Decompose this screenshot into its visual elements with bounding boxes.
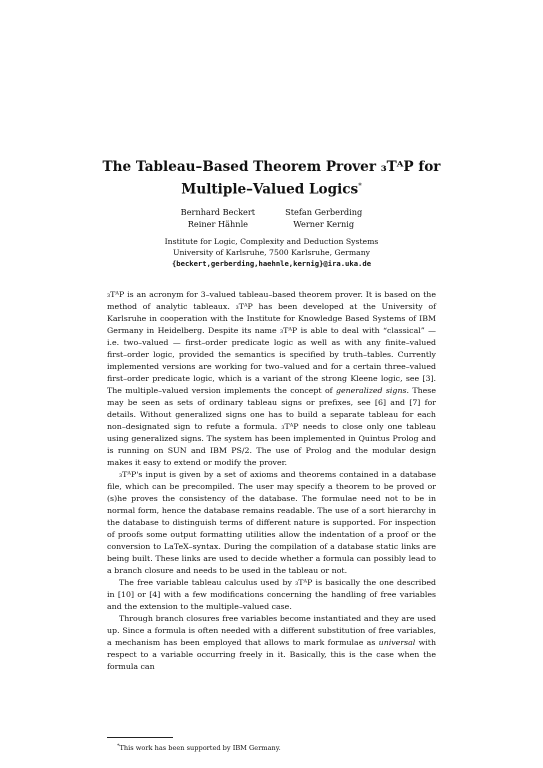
paragraph-text: . These may be seen as sets of ordinary tableau signs or prefixes, see [6] and [7] for details. Without generalized signs one has to build a separate tableau for each non–designated sign to refute a formula. ₃TᴬP needs to close only one tableau using generalized signs. The system has been implemented in Quintus Prolog and is running on SUN and IBM PS/2. The use of Prolog and the modular design makes it easy to extend or modify the prover. <box>107 386 436 467</box>
body-text <box>107 289 436 673</box>
author-column-left <box>181 206 255 230</box>
affiliation-email: {beckert,gerberding,haehnle,kernig}@ira.uka.de <box>171 259 372 268</box>
author-name: Bernhard Beckert <box>180 207 256 217</box>
author-list <box>0 206 543 230</box>
emphasized-term: generalized signs <box>335 386 407 395</box>
author-column-right <box>285 206 362 230</box>
author-name: Stefan Gerberding <box>285 207 363 217</box>
footnote-text: This work has been supported by IBM Germany. <box>119 744 281 753</box>
body-paragraph <box>107 289 436 469</box>
paragraph-text: ₃TᴬP's input is given by a set of axioms and theorems contained in a database file, which can be precompiled. The user may specify a theorem to be proved or (s)he proves the consistency of the database. The formulae need not to be in normal form, hence the database remains readable. The use of a sort hierarchy in the database to distinguish terms of different nature is supported. For inspection of proofs some output formatting utilities allow the indentation of a proof or the conversion to LaTeX–syntax. During the compilation of a database static links are being built. These links are used to decide whether a formula can possibly lead to a branch closure and needs to be used in the tableau or not. <box>107 470 436 575</box>
paper-title <box>0 158 543 200</box>
paragraph-text: Through branch closures free variables become instantiated and they are used up. Since a formula is often needed with a different substitution of free variables, a mechanism has been employed that allows to mark formulae as <box>107 614 436 647</box>
affiliation-address: University of Karlsruhe, 7500 Karlsruhe, Germany <box>172 248 371 257</box>
emphasized-term: universal <box>378 638 416 647</box>
affiliation <box>0 236 543 269</box>
paragraph-text: ₃TᴬP is an acronym for 3–valued tableau–based theorem prover. It is based on the method of analytic tableaux. ₃TᴬP has been developed at the University of Karlsruhe in cooperation with the Institute for Knowledge Based Systems of IBM Germany in Heidelberg. Despite its name ₃TᴬP is able to deal with “classical” — i.e. two–valued — first–order predicate logic as well as with any finite–valued first–order logic, provided the semantics is specified by truth–tables. Currently implemented versions are working for two–valued and for a certain three–valued first–order predicate logic, which is a variant of the strong Kleene logic, see [3]. The multiple–valued version implements the concept of <box>107 290 436 395</box>
title-footnote-mark: * <box>358 182 362 190</box>
body-paragraph <box>107 577 436 613</box>
paragraph-text: with respect to a variable occurring freely in it. Basically, this is the case when the formula can <box>107 638 437 671</box>
footnote-divider <box>107 737 173 738</box>
title-line-1: The Tableau–Based Theorem Prover ₃TᴬP for <box>102 159 441 175</box>
body-paragraph <box>107 613 436 673</box>
title-line-2-text: Multiple–Valued Logics <box>181 181 359 198</box>
footnote-mark: * <box>117 743 120 749</box>
body-paragraph <box>107 469 436 577</box>
author-name: Werner Kernig <box>293 219 355 229</box>
footnote <box>117 742 437 753</box>
author-name: Reiner Hähnle <box>187 219 249 229</box>
affiliation-institute: Institute for Logic, Complexity and Deduction Systems <box>164 237 379 246</box>
title-line-2 <box>0 177 543 200</box>
paragraph-text: The free variable tableau calculus used by ₃TᴬP is basically the one described in [10] or [4] with a few modifications concerning the handling of free variables and the extension to the multiple–valued case. <box>107 578 436 611</box>
